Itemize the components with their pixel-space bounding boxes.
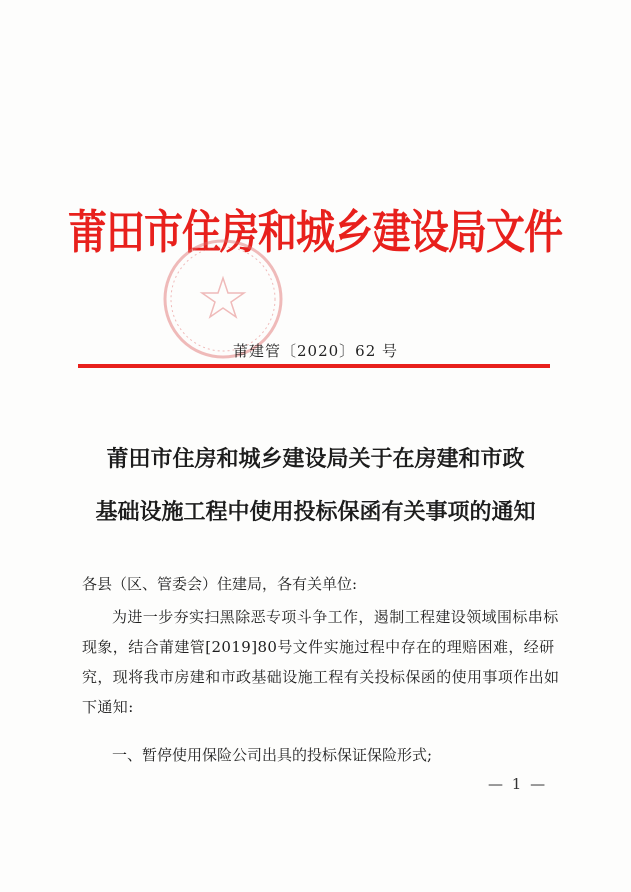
notice-item-1: 一、暂停使用保险公司出具的投标保证保险形式; [112, 746, 433, 764]
letterhead-title: 莆田市住房和城乡建设局文件 [67, 206, 562, 260]
page-number: — 1 — [488, 775, 548, 793]
document-number: 莆建管〔2020〕62 号 [232, 342, 399, 360]
body-paragraph: 为进一步夯实扫黑除恶专项斗争工作，遏制工程建设领域围标串标现象，结合莆建管[2019]80号文件实施过程中存在的理赔困难，经研究，现将我市房建和市政基础设施工程有关投标保函的使用事项作出如下通知: [82, 608, 560, 716]
red-divider-line [78, 364, 550, 368]
salutation: 各县（区、管委会）住建局，各有关单位: [82, 575, 358, 593]
notice-title-line-2: 基础设施工程中使用投标保函有关事项的通知 [95, 499, 536, 525]
notice-title-line-1: 莆田市住房和城乡建设局关于在房建和市政 [106, 446, 525, 472]
